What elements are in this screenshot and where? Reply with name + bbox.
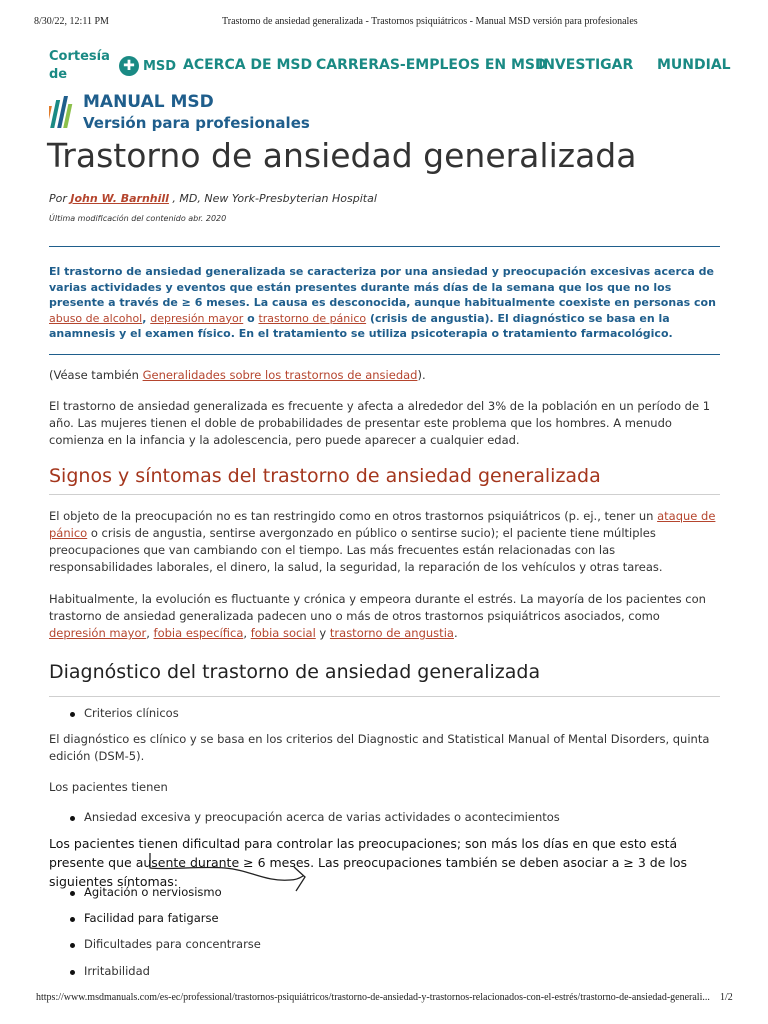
brand-subtitle: Versión para profesionales <box>83 114 310 132</box>
list-item <box>70 810 560 824</box>
see-also-prefix: (Véase también <box>49 368 143 382</box>
signs-sep: , <box>146 626 154 640</box>
link-depresion-mayor[interactable]: depresión mayor <box>150 311 244 325</box>
nav-investigar[interactable]: INVESTIGAR <box>538 57 634 73</box>
print-page-number: 1/2 <box>720 992 733 1003</box>
symptom-item <box>70 885 222 899</box>
diagnosis-paragraph-2: Los pacientes tienen <box>49 780 168 794</box>
link-abuso-de-alcohol[interactable]: abuso de alcohol <box>49 311 143 325</box>
divider <box>49 246 720 247</box>
signs-text: El objeto de la preocupación no es tan restringido como en otros trastornos psiquiátricos (p. ej., tener un <box>49 509 658 523</box>
symptom-item <box>70 937 261 951</box>
diagnosis-paragraph-3: Los pacientes tienen dificultad para controlar las preocupaciones; son más los días en que esto está presente que ausente durante ≥ 6 meses. Las preocupaciones también se deben asociar a ≥ 3 de los siguientes síntomas: <box>49 836 687 889</box>
print-header <box>0 16 768 30</box>
link-fobia-especifica[interactable]: fobia específica <box>153 626 244 640</box>
list-item <box>70 706 179 720</box>
divider <box>49 696 720 697</box>
print-url: https://www.msdmanuals.com/es-ec/professional/trastornos-psiquiátricos/trastorno-de-ansiedad-y-trastornos-relacionados-con-el-estrés/trastorno-de-ansiedad-generali... <box>36 992 710 1003</box>
byline <box>49 192 377 205</box>
bullet-icon <box>70 970 75 975</box>
signs-sep: y <box>315 626 330 640</box>
summary-box <box>49 264 720 342</box>
link-generalidades[interactable]: Generalidades sobre los trastornos de ansiedad <box>142 368 418 382</box>
list-item-label: Ansiedad excesiva y preocupación acerca de varias actividades o acontecimientos <box>84 810 560 824</box>
signs-heading: Signos y síntomas del trastorno de ansiedad generalizada <box>49 465 601 487</box>
signs-text: Habitualmente, la evolución es fluctuante y crónica y empeora durante el estrés. La mayoría de los pacientes con trastorno de ansiedad generalizada padecen uno o más de otros trastornos psiquiátricos asociados, como <box>49 592 706 623</box>
print-footer <box>0 992 768 1006</box>
signs-sep: , <box>243 626 251 640</box>
see-also-suffix: ). <box>417 368 426 382</box>
brand-name: MANUAL MSD <box>83 92 214 112</box>
symptom-label: Facilidad para fatigarse <box>84 911 219 925</box>
symptom-label: Agitación o nerviosismo <box>84 885 222 899</box>
intro-paragraph: El trastorno de ansiedad generalizada es frecuente y afecta a alrededor del 3% de la población en un período de 1 año. Las mujeres tienen el doble de probabilidades de presentar este problema que los hombres. A menudo comienza en la infancia y la adolescencia, pero puede aparecer a cualquier edad. <box>49 399 711 447</box>
bullet-icon <box>70 891 75 896</box>
link-fobia-social[interactable]: fobia social <box>250 626 316 640</box>
msd-cross-icon: ✚ <box>119 56 139 76</box>
msd-logo[interactable] <box>119 56 176 76</box>
symptom-label: Irritabilidad <box>84 964 150 978</box>
bullet-icon <box>70 712 75 717</box>
courtesy-label: Cortesía de <box>49 49 110 82</box>
nav-mundial[interactable]: MUNDIAL <box>657 57 731 73</box>
last-updated: Última modificación del contenido abr. 2020 <box>49 214 227 223</box>
symptom-label: Dificultades para concentrarse <box>84 937 261 951</box>
summary-sep: , <box>142 311 151 325</box>
byline-affiliation: , MD, New York-Presbyterian Hospital <box>168 192 377 205</box>
diagnosis-paragraph-1: El diagnóstico es clínico y se basa en los criterios del Diagnostic and Statistical Manual of Mental Disorders, quinta edición (DSM-5). <box>49 732 710 763</box>
see-also <box>49 367 719 384</box>
summary-sep: o <box>243 311 259 325</box>
link-trastorno-de-angustia[interactable]: trastorno de angustia <box>329 626 454 640</box>
author-link[interactable]: John W. Barnhill <box>70 192 169 205</box>
msd-logo-text: MSD <box>143 58 177 74</box>
bullet-icon <box>70 816 75 821</box>
diagnosis-heading: Diagnóstico del trastorno de ansiedad generalizada <box>49 661 541 683</box>
print-doc-title: Trastorno de ansiedad generalizada - Trastornos psiquiátricos - Manual MSD versión para profesionales <box>222 16 638 27</box>
nav-acerca-de-msd[interactable]: ACERCA DE MSD <box>183 57 313 73</box>
signs-paragraph-2 <box>49 591 719 642</box>
link-depresion-mayor-2[interactable]: depresión mayor <box>49 626 147 640</box>
link-trastorno-de-panico[interactable]: trastorno de pánico <box>258 311 367 325</box>
bullet-icon <box>70 917 75 922</box>
top-bar <box>49 48 739 98</box>
manual-msd-logo-icon <box>49 96 75 128</box>
signs-text: o crisis de angustia, sentirse avergonzado en público o sentirse sucio); el paciente tiene múltiples preocupaciones que van cambiando con el tiempo. Las más frecuentes están relacionadas con las responsabilidades laborales, el dinero, la salud, la seguridad, la reparación de los vehículos y otras tareas. <box>49 526 663 574</box>
print-date: 8/30/22, 12:11 PM <box>34 16 109 27</box>
signs-text: . <box>453 626 458 640</box>
list-item-label: Criterios clínicos <box>84 706 179 720</box>
symptom-item <box>70 911 219 925</box>
summary-text: El trastorno de ansiedad generalizada se caracteriza por una ansiedad y preocupación excesivas acerca de varias actividades y eventos que están presentes durante más días de la semana que los que no los presente a través de ≥ 6 meses. La causa es desconocida, aunque habitualmente coexiste en personas con <box>49 265 716 309</box>
signs-paragraph-1 <box>49 508 719 576</box>
bullet-icon <box>70 943 75 948</box>
divider <box>49 494 720 495</box>
divider <box>49 354 720 355</box>
page-title: Trastorno de ansiedad generalizada <box>47 136 637 175</box>
summary-text-end: (crisis de angustia). El diagnóstico se basa en la anamnesis y el examen físico. En el tratamiento se utiliza psicoterapia o tratamiento farmacológico. <box>49 311 673 340</box>
byline-prefix: Por <box>49 192 71 205</box>
symptom-item <box>70 964 150 978</box>
link-ataque-de-panico[interactable]: ataque de pánico <box>49 509 716 540</box>
nav-carreras-empleos[interactable]: CARRERAS-EMPLEOS EN MSD <box>316 57 547 73</box>
